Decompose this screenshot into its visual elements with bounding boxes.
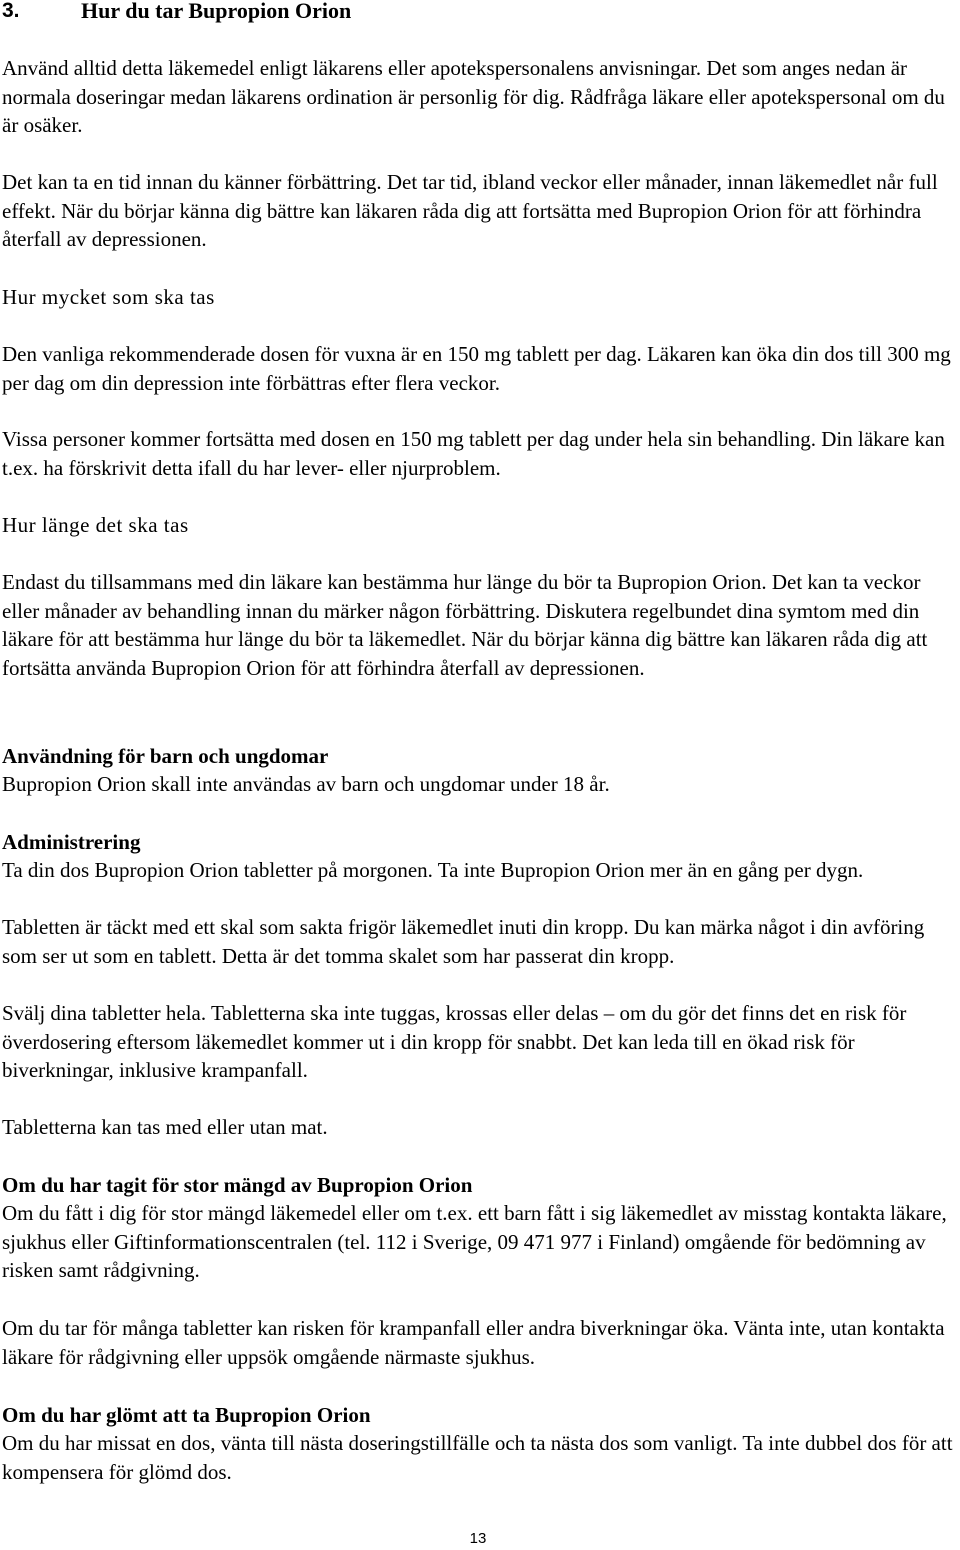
- forgot-paragraph: Om du har missat en dos, vänta till nästa doseringstillfälle och ta nästa dos som vanligt. Ta inte dubbel dos för att kompensera för glömd dos.: [2, 1431, 953, 1484]
- administration-paragraph-3: Svälj dina tabletter hela. Tabletterna ska inte tuggas, krossas eller delas – om du gör det finns det en risk för överdosering eftersom läkemedlet kommer ut i din kropp för snabbt. Det kan leda till en ökad risk för biverkningar, inklusive krampanfall.: [2, 1001, 907, 1083]
- overdose-heading: Om du har tagit för stor mängd av Bupropion Orion: [2, 1173, 473, 1197]
- administration-paragraph-2: Tabletten är täckt med ett skal som sakta frigör läkemedlet inuti din kropp. Du kan märka något i din avföring som ser ut som en tablett. Detta är det tomma skalet som har passerat din kropp.: [2, 915, 925, 968]
- administration-paragraph-1: Ta din dos Bupropion Orion tabletter på morgonen. Ta inte Bupropion Orion mer än en gång per dygn.: [2, 858, 864, 882]
- section-number: 3.: [2, 0, 20, 22]
- page-number: 13: [469, 1530, 487, 1547]
- time-paragraph: Det kan ta en tid innan du känner förbättring. Det tar tid, ibland veckor eller månader, innan läkemedlet når full effekt. När du börjar känna dig bättre kan läkaren råda dig att fortsätta med Bupropion Orion för att förhindra återfall av depressionen.: [2, 170, 938, 252]
- how-long-heading: Hur länge det ska tas: [2, 513, 189, 537]
- forgot-heading: Om du har glömt att ta Bupropion Orion: [2, 1403, 371, 1427]
- administration-heading: Administrering: [2, 830, 141, 854]
- dose-paragraph-2: Vissa personer kommer fortsätta med dosen en 150 mg tablett per dag under hela sin behandling. Din läkare kan t.ex. ha förskrivit detta ifall du har lever- eller njurproblem.: [2, 427, 945, 480]
- dose-paragraph-1: Den vanliga rekommenderade dosen för vuxna är en 150 mg tablett per dag. Läkaren kan öka din dos till 300 mg per dag om din depression inte förbättras efter flera veckor.: [2, 342, 951, 395]
- how-much-heading: Hur mycket som ska tas: [2, 285, 215, 309]
- section-heading: [2, 0, 958, 23]
- duration-paragraph: Endast du tillsammans med din läkare kan bestämma hur länge du bör ta Bupropion Orion. Det kan ta veckor eller månader av behandling innan du märker någon förbättring. Diskutera regelbundet dina symtom med din läkare för att bestämma hur länge du bör ta läkemedlet. När du börjar känna dig bättre kan läkaren råda dig att fortsätta använda Bupropion Orion för att förhindra återfall av depressionen.: [2, 570, 928, 681]
- children-heading: Användning för barn och ungdomar: [2, 744, 329, 768]
- administration-paragraph-4: Tabletterna kan tas med eller utan mat.: [2, 1115, 328, 1139]
- overdose-paragraph-2: Om du tar för många tabletter kan risken för krampanfall eller andra biverkningar öka. Vänta inte, utan kontakta läkare för rådgivning eller uppsök omgående närmaste sjukhus.: [2, 1316, 945, 1369]
- children-paragraph: Bupropion Orion skall inte användas av barn och ungdomar under 18 år.: [2, 772, 610, 796]
- overdose-paragraph-1: Om du fått i dig för stor mängd läkemedel eller om t.ex. ett barn fått i sig läkemedlet av misstag kontakta läkare, sjukhus eller Giftinformationscentralen (tel. 112 i Sverige, 09 471 977 i Finland) omgående för bedömning av risken samt rådgivning.: [2, 1201, 947, 1283]
- section-title: Hur du tar Bupropion Orion: [81, 0, 352, 23]
- intro-paragraph: Använd alltid detta läkemedel enligt läkarens eller apotekspersonalens anvisningar. Det som anges nedan är normala doseringar medan läkarens ordination är personlig för dig. Rådfråga läkare eller apotekspersonal om du är osäker.: [2, 56, 945, 138]
